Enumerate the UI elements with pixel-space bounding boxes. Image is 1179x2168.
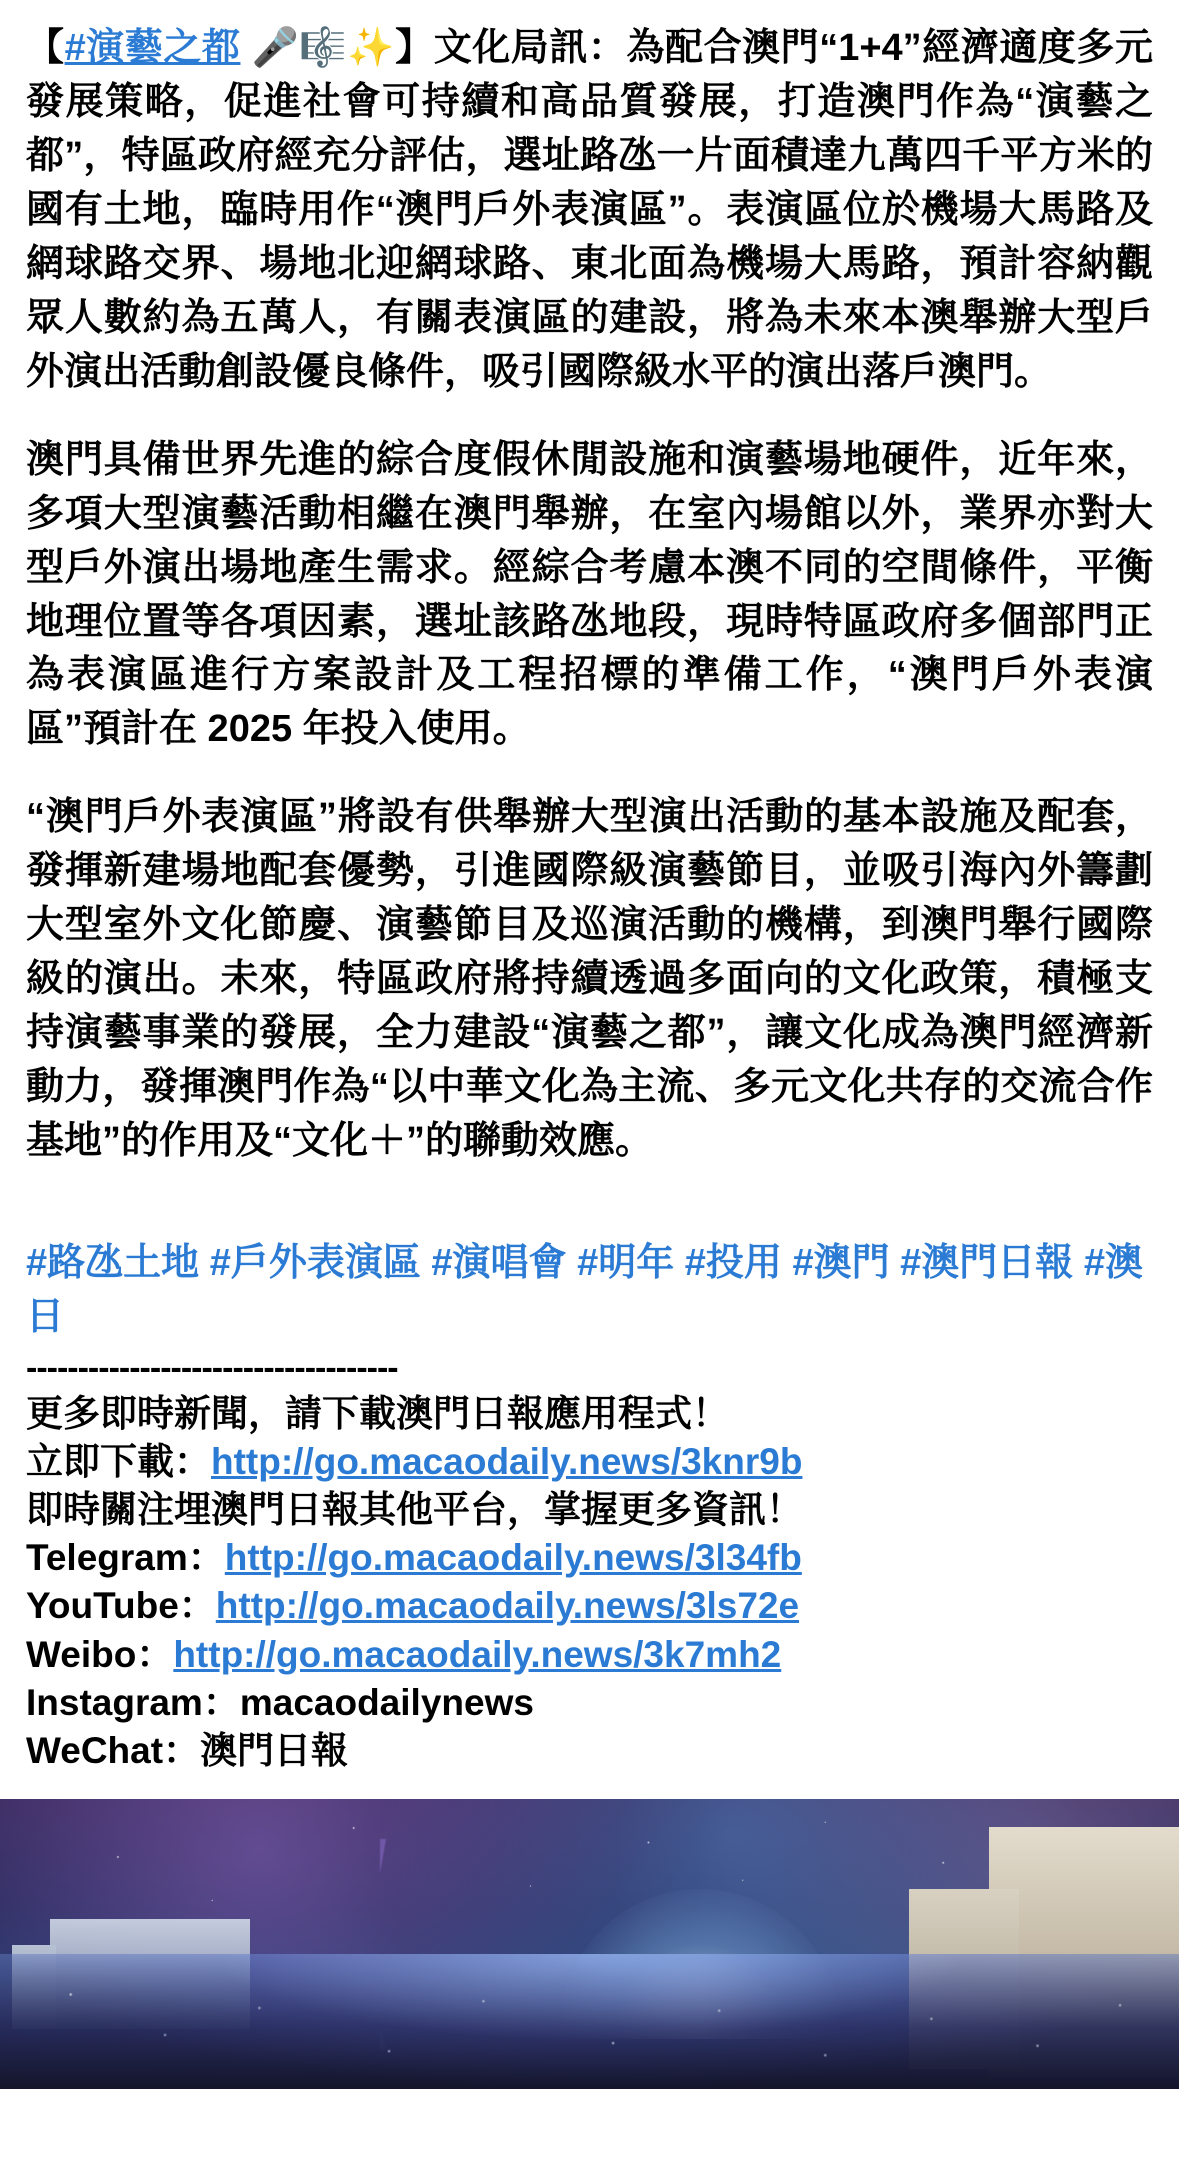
hashtag-list[interactable]: #路氹土地 #戶外表演區 #演唱會 #明年 #投用 #澳門 #澳門日報 #澳日	[26, 1242, 1143, 1339]
channel-label-wechat: WeChat：	[26, 1729, 201, 1771]
paragraph-3: “澳門戶外表演區”將設有供舉辦大型演出活動的基本設施及配套，發揮新建場地配套優勢，引進國際級演藝節目，並吸引海內外籌劃大型室外文化節慶、演藝節目及巡演活動的機構，到澳門舉行國際級的演出。未來，特區政府將持續透過多面向的文化政策，積極支持演藝事業的發展，全力建設“演藝之都”，讓文化成為澳門經濟新動力，發揮澳門作為“以中華文化為主流、多元文化共存的交流合作基地”的作用及“文化＋”的聯動效應。	[26, 796, 1153, 1163]
channel-url-weibo[interactable]: http://go.macaodaily.news/3k7mh2	[173, 1633, 782, 1675]
footer-channel-telegram	[26, 1534, 1153, 1582]
text-divider: ------------------------------------	[26, 1348, 398, 1387]
channel-value-instagram: macaodailynews	[239, 1681, 534, 1723]
channel-label-instagram: Instagram：	[26, 1681, 240, 1723]
channel-url-telegram[interactable]: http://go.macaodaily.news/3l34fb	[224, 1537, 802, 1579]
footer-promo-line: 更多即時新聞，請下載澳門日報應用程式！	[26, 1393, 729, 1435]
crowd-lights	[0, 1954, 1179, 2089]
footer-download-line	[26, 1438, 1153, 1486]
paragraph-spacer	[26, 1203, 1153, 1237]
footer-channel-youtube	[26, 1582, 1153, 1630]
footer-channel-instagram	[26, 1679, 1153, 1727]
paragraph-1-body: 🎤🎼✨】文化局訊：為配合澳門“1+4”經濟適度多元發展策略，促進社會可持續和高品質發展，打造澳門作為“演藝之都”，特區政府經充分評估，選址路氹一片面積達九萬四千平方米的國有土地，臨時用作“澳門戶外表演區”。表演區位於機場大馬路及網球路交界、場地北迎網球路、東北面為機場大馬路，預計容納觀眾人數約為五萬人，有關表演區的建設，將為未來本澳舉辦大型戶外演出活動創設優良條件，吸引國際級水平的演出落戶澳門。	[26, 27, 1153, 393]
audience-crowd	[0, 1954, 1179, 2089]
paragraph-1-open-bracket: 【	[26, 27, 65, 69]
article-hero-image	[0, 1799, 1179, 2089]
footer-block	[26, 1390, 1153, 1775]
footer-channel-weibo	[26, 1631, 1153, 1679]
footer-channel-wechat	[26, 1727, 1153, 1775]
channel-label-weibo: Weibo：	[26, 1633, 174, 1675]
channel-label-youtube: YouTube：	[26, 1585, 216, 1627]
channel-value-wechat: 澳門日報	[200, 1729, 349, 1771]
paragraph-1	[26, 22, 1153, 400]
channel-url-youtube[interactable]: http://go.macaodaily.news/3ls72e	[215, 1585, 800, 1627]
channel-label-telegram: Telegram：	[26, 1537, 225, 1579]
footer-follow-line: 即時關注埋澳門日報其他平台，掌握更多資訊！	[26, 1489, 803, 1531]
download-url-link[interactable]: http://go.macaodaily.news/3knr9b	[211, 1441, 803, 1483]
paragraph-2: 澳門具備世界先進的綜合度假休閒設施和演藝場地硬件，近年來，多項大型演藝活動相繼在澳門舉辦，在室內場館以外，業界亦對大型戶外演出場地產生需求。經綜合考慮本澳不同的空間條件，平衡地理位置等各項因素，選址該路氹地段，現時特區政府多個部門正為表演區進行方案設計及工程招標的準備工作，“澳門戶外表演區”預計在 2025 年投入使用。	[26, 438, 1153, 751]
hashtag-link-performing-arts-city[interactable]: #演藝之都	[64, 27, 241, 69]
footer-download-label: 立即下載：	[26, 1441, 211, 1483]
